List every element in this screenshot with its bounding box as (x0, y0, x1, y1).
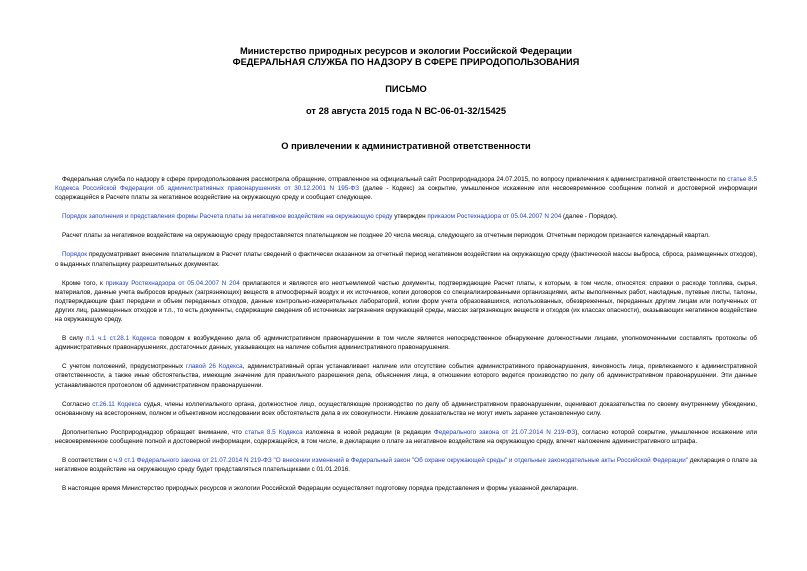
paragraph-preparation (55, 484, 757, 493)
text-span: Согласно (62, 400, 93, 408)
text-span: судья, члены коллегиального органа, должностное лицо, осуществляющие производство по делу об административном правонарушении, оценивают доказательства по своему внутреннему убеждению, основанному на всестороннем, полном и объективном исследовании всех обстоятельств дела в их совокупности. Никакие доказательства не могут иметь заранее установленную силу. (55, 400, 757, 417)
document-date-number: от 28 августа 2015 года N ВС-06-01-32/15425 (305, 106, 507, 116)
text-span: Федеральная служба по надзору в сфере природопользования рассмотрела обращение, отправленное на официальный сайт Росприроднадзора 24.07.2015, по вопросу привлечения к административной ответственности по (62, 176, 728, 183)
text-span: декларация о плате за негативное воздействие на окружающую среду будет представляться плательщиками с 01.01.2016. (55, 456, 757, 474)
text-span: предусматривает внесение плательщиком в Расчет платы сведений о фактически оказанном за отчетный период негативном воздействии на окружающую среду (фактической массы выброса, сброса, размещенных отходов), о выданных плательщику разрешительных документах. (55, 251, 757, 268)
text-span: Кроме того, к (62, 279, 106, 287)
text-span: прилагаются и являются его неотъемлемой частью документы, подтверждающие Расчет платы, к которым, в том числе, относятся: справки о расходе топлива, сырья, материалов, данные учета выбросов вредных (загрязняющих) веществ в атмосферный воздух и их источников, копии договоров со специализированными организациями, акты выполненных работ, накладные, путевые листы, талоны, подтверждающие факт передачи и объем переданных отходов, данные контрольно-измерительных лабораторий, копии форм учета образовавшихся, использованных, обезвреженных, переданных другим лицам или полученных от других лиц, размещенных отходов и т.п., то есть документы, содержащие сведения об источниках загрязнения окружающей среды, массах загрязняющих веществ и отходов (их классах опасности), оказывающих негативное воздействие на окружающую среду. (55, 279, 757, 324)
text-span: поводом к возбуждению дела об административном правонарушении в том числе является непосредственное обнаружение должностными лицами, уполномоченными составлять протоколы об административных правонарушениях, достаточных данных, указывающих на наличие события административного правонарушения. (55, 335, 757, 352)
paragraph-documents (55, 279, 757, 324)
text-span: В настоящее время Министерство природных ресурсов и экологии Российской Федерации осуществляет подготовку порядка представления и формы указанной декларации. (62, 485, 578, 493)
paragraph-declaration (55, 456, 757, 474)
text-span: С учетом положений, предусмотренных (62, 363, 187, 371)
text-span: В соответствии с (62, 456, 114, 464)
paragraph-request (55, 175, 757, 202)
link-procedure[interactable]: Порядок (62, 251, 87, 259)
link-article-28-1[interactable]: п.1 ч.1 ст.28.1 Кодекса (86, 335, 157, 343)
link-federal-law-219-part-9[interactable]: ч.9 ст.1 Федерального закона от 21.07.2014 N 219-ФЗ "О внесении изменений в Федеральный закон "Об охране окружающей среды" и отдельные законодательные акты Российской Федерации" (113, 456, 688, 464)
document-type: ПИСЬМО (385, 84, 427, 94)
paragraph-chapter-26 (55, 362, 757, 389)
paragraph-procedure (55, 212, 757, 221)
paragraph-procedure-content (55, 250, 757, 268)
service-name: ФЕДЕРАЛЬНАЯ СЛУЖБА ПО НАДЗОРУ В СФЕРЕ ПРИРОДОПОЛЬЗОВАНИЯ (232, 57, 580, 67)
document-title: О привлечении к административной ответственности (281, 141, 531, 151)
ministry-name: Министерство природных ресурсов и экологии Российской Федерации (239, 46, 573, 56)
link-chapter-26[interactable]: главой 26 Кодекса (186, 363, 243, 371)
text-span: ), согласно которой сокрытие, умышленное искажение или несвоевременное сообщение полной и достоверной информации, содержащейся, в том числе, в декларации о плате за негативное воздействие на окружающую среду, влечет наложение административного штрафа. (55, 428, 757, 445)
text-span: (далее - Кодекс) за сокрытие, умышленное искажение или несвоевременное сообщение полной и достоверной информации содержащейся в Расчете платы за негативное воздействие на окружающую среду и сообщает следующее. (55, 185, 757, 202)
paragraph-deadline (55, 231, 757, 240)
paragraph-grounds (55, 334, 757, 352)
text-span: Расчет платы за негативное воздействие на окружающую среду предоставляется плательщиком не позднее 20 числа месяца, следующего за отчетным периодом. Отчетным периодом признается календарный квартал. (62, 232, 710, 240)
text-span: , административный орган устанавливает наличие или отсутствие события административного правонарушения, виновность лица, привлекаемого к административной ответственности, а также иные обстоятельства, имеющие значение для правильного разрешения дела, объяснения лица, в отношении которого ведется производство по делу об административном правонарушении. Эти данные устанавливаются протоколом об административном правонарушении. (55, 363, 757, 389)
text-span: Дополнительно Росприроднадзор обращает внимание, что (62, 428, 245, 436)
link-order-rostekhnadzor[interactable]: приказом Ростехнадзора от 05.04.2007 N 204 (427, 213, 562, 221)
document-header (55, 0, 757, 152)
text-span: В силу (62, 335, 87, 343)
link-article-8-5[interactable]: статья 8.5 Кодекса (244, 428, 303, 436)
text-span: (далее - Порядок). (561, 213, 618, 221)
paragraph-evidence (55, 400, 757, 418)
link-order-rostekhnadzor-2[interactable]: приказу Ростехнадзора от 05.04.2007 N 204 (105, 279, 240, 287)
text-span: изложена в новой редакции (в редакции (302, 428, 434, 436)
link-article-26-11[interactable]: ст.26.11 Кодекса (92, 400, 142, 408)
link-federal-law-219[interactable]: Федерального закона от 21.07.2014 N 219-ФЗ (433, 428, 576, 436)
paragraph-new-edition (55, 428, 757, 446)
document-body (55, 175, 757, 493)
link-article-8-5-code[interactable]: статье 8.5 Кодекса Российской Федерации об административных правонарушениях от 30.12.2001 N 195-ФЗ (55, 176, 758, 193)
link-procedure-form[interactable]: Порядок заполнения и представления формы Расчета платы за негативное воздействие на окружающую среду (62, 213, 393, 221)
text-span: утвержден (392, 213, 428, 221)
